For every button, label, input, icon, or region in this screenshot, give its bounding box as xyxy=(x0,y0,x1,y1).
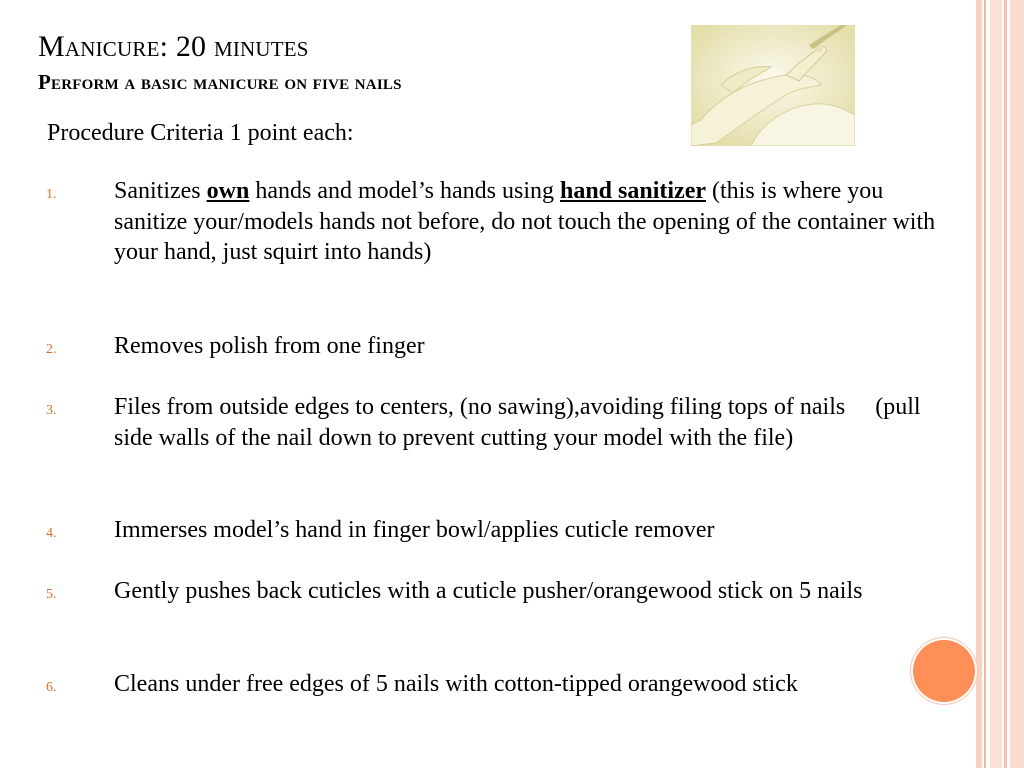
text-segment: Sanitizes xyxy=(114,178,207,204)
list-item-number: 4. xyxy=(46,526,57,541)
stripe xyxy=(976,0,982,768)
slide-title: Manicure: 20 minutes xyxy=(38,30,309,63)
hands-manicure-photo xyxy=(691,25,855,146)
list-item-number: 2. xyxy=(46,342,57,357)
text-segment: hands and model’s hands using xyxy=(249,178,560,204)
list-item-number: 6. xyxy=(46,680,57,695)
text-segment: (this is where you sanitize your/models hands not before, do not touch the opening of the container with your hand, just squirt into hands) xyxy=(114,178,936,265)
list-item-text: Removes polish from one finger xyxy=(114,333,425,359)
stripe xyxy=(984,0,986,768)
list-item-text: Gently pushes back cuticles with a cuticle pusher/orangewood stick on 5 nails xyxy=(114,578,863,604)
emphasis-hand-sanitizer: hand sanitizer xyxy=(559,178,706,204)
stripe xyxy=(990,0,1002,768)
list-item-number: 3. xyxy=(46,403,57,418)
list-item-text xyxy=(114,176,959,268)
procedure-criteria-heading: Procedure Criteria 1 point each: xyxy=(47,120,354,146)
emphasis-own: own xyxy=(206,178,250,204)
list-item-number: 1. xyxy=(46,187,57,202)
list-item-text: Files from outside edges to centers, (no sawing),avoiding filing tops of nails (pull side walls of the nail down to prevent cutting your model with the file) xyxy=(114,394,921,451)
list-item-text: Immerses model’s hand in finger bowl/applies cuticle remover xyxy=(114,517,715,543)
list-item-number: 5. xyxy=(46,587,57,602)
slide-subtitle: Perform a basic manicure on five nails xyxy=(38,70,402,94)
decorative-stripes xyxy=(976,0,1024,768)
stripe xyxy=(1004,0,1007,768)
stripe xyxy=(1010,0,1024,768)
list-item-text: Cleans under free edges of 5 nails with cotton-tipped orangewood stick xyxy=(114,671,798,697)
